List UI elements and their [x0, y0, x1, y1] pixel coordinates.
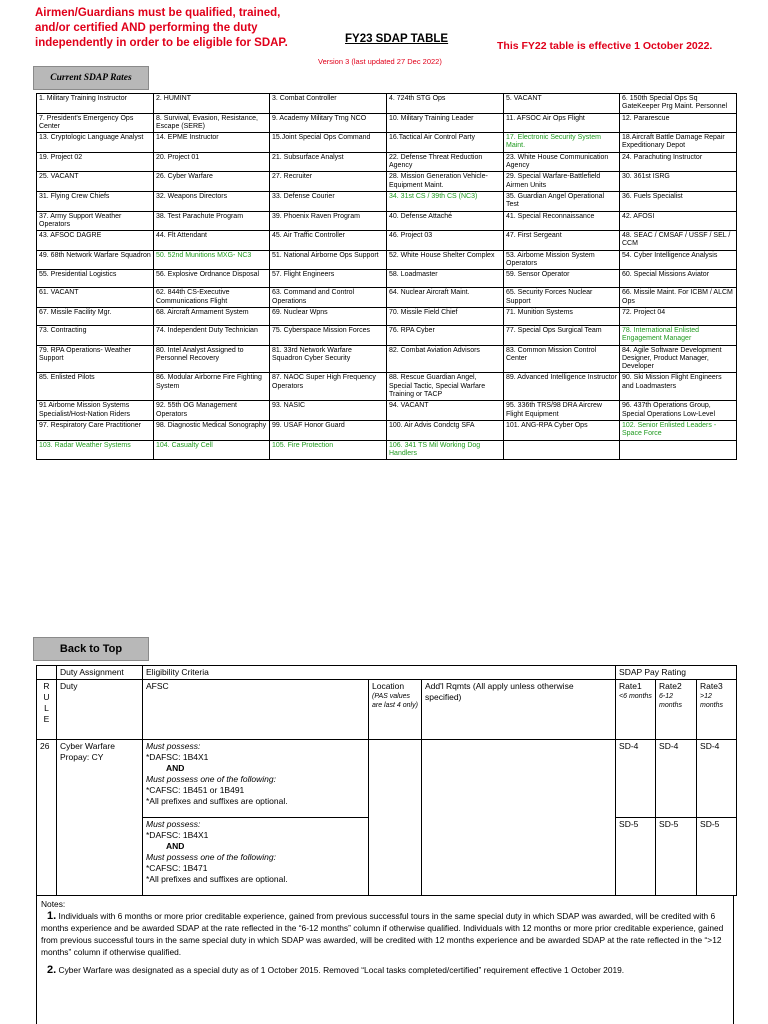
location-header — [369, 680, 422, 740]
rate3-label: Rate3 — [700, 681, 723, 691]
duty-cell: 4. 724th STG Ops — [387, 94, 504, 114]
duty-cell: 21. Subsurface Analyst — [270, 152, 387, 172]
duty-cell: 55. Presidential Logistics — [37, 270, 154, 288]
duty-cell: 22. Defense Threat Reduction Agency — [387, 152, 504, 172]
notes-section — [36, 895, 734, 1024]
duty-cell: 1. Military Training Instructor — [37, 94, 154, 114]
note-2-number: 2. — [47, 964, 57, 976]
duty-cell: 75. Cyberspace Mission Forces — [270, 325, 387, 345]
duty-cell: 93. NASIC — [270, 401, 387, 421]
rate2-value: SD-5 — [656, 818, 697, 896]
and-label: AND — [166, 841, 185, 851]
rate2-header — [656, 680, 697, 740]
note-1 — [41, 910, 729, 958]
duty-cell: 24. Parachuting Instructor — [620, 152, 737, 172]
grid-row — [37, 325, 737, 345]
duty-cell: 17. Electronic Security System Maint. — [504, 133, 620, 153]
duty-cell: 69. Nuclear Wpns — [270, 307, 387, 325]
sdap-duty-grid — [36, 93, 737, 460]
duty-cell: 98. Diagnostic Medical Sonography — [154, 420, 270, 440]
duty-cell: 39. Phoenix Raven Program — [270, 211, 387, 231]
duty-cell: 63. Command and Control Operations — [270, 288, 387, 308]
duty-cell: 84. Agile Software Development Designer, Product Manager, Developer — [620, 345, 737, 373]
duty-cell: 97. Respiratory Care Practitioner — [37, 420, 154, 440]
must-possess-label: Must possess: — [146, 819, 201, 829]
duty-cell: 50. 52nd Munitions MXG- NC3 — [154, 250, 270, 270]
rate1-sub: <6 months — [619, 693, 652, 700]
grid-row — [37, 401, 737, 421]
grid-row — [37, 288, 737, 308]
note-1-text: Individuals with 6 months or more prior creditable experience, gained from previous successful tours in the same special duty in which SDAP was awarded, will be credited with 6 months experience and be awarded SDAP at the rate reflected in the “6-12 months” column if otherwise qualified. Individuals with 12 months or more prior creditable experience, gained from previous successful tours in the same special duty in which SDAP was awarded, will be credited with 12 months experience and be awarded SDAP at the rate reflected in the “>12 months” column if otherwise qualified. — [41, 911, 724, 957]
duty-cell: 11. AFSOC Air Ops Flight — [504, 113, 620, 133]
duty-cell: 46. Project 03 — [387, 231, 504, 251]
duty-cell: 47. First Sergeant — [504, 231, 620, 251]
duty-cell: 87. NAOC Super High Frequency Operators — [270, 373, 387, 401]
duty-cell: 89. Advanced Intelligence Instructor — [504, 373, 620, 401]
duty-cell: 43. AFSOC DAGRE — [37, 231, 154, 251]
grid-row — [37, 420, 737, 440]
location-header-label: Location — [372, 681, 405, 691]
duty-cell: 27. Recruiter — [270, 172, 387, 192]
duty-cell: 82. Combat Aviation Advisors — [387, 345, 504, 373]
duty-cell: 28. Mission Generation Vehicle-Equipment Maint. — [387, 172, 504, 192]
duty-cell: 54. Cyber Intelligence Analysis — [620, 250, 737, 270]
duty-cell: 25. VACANT — [37, 172, 154, 192]
duty-cell: 94. VACANT — [387, 401, 504, 421]
duty-cell: 13. Cryptologic Language Analyst — [37, 133, 154, 153]
duty-cell: 51. National Airborne Ops Support — [270, 250, 387, 270]
duty-cell: 14. EPME Instructor — [154, 133, 270, 153]
grid-row — [37, 133, 737, 153]
duty-cell: 99. USAF Honor Guard — [270, 420, 387, 440]
criteria-block-1 — [143, 740, 369, 818]
duty-cell: 76. RPA Cyber — [387, 325, 504, 345]
duty-cell: 102. Senior Enlisted Leaders - Space Force — [620, 420, 737, 440]
page-title: FY23 SDAP TABLE — [345, 33, 449, 45]
grid-row — [37, 94, 737, 114]
duty-cell: 57. Flight Engineers — [270, 270, 387, 288]
duty-cell: 100. Air Advis Condctg SFA — [387, 420, 504, 440]
duty-cell: 106. 341 TS Mil Working Dog Handlers — [387, 440, 504, 460]
duty-name: Cyber Warfare Propay: CY — [57, 740, 143, 896]
duty-cell: 81. 33rd Network Warfare Squadron Cyber Security — [270, 345, 387, 373]
duty-cell: 59. Sensor Operator — [504, 270, 620, 288]
rule-header — [37, 680, 57, 740]
duty-cell: 103. Radar Weather Systems — [37, 440, 154, 460]
rate1-value: SD-5 — [616, 818, 656, 896]
duty-cell: 90. Ski Mission Flight Engineers and Loadmasters — [620, 373, 737, 401]
duty-cell: 88. Rescue Guardian Angel, Special Tactic, Special Warfare Training or TACP — [387, 373, 504, 401]
duty-cell: 67. Missile Facility Mgr. — [37, 307, 154, 325]
notes-label: Notes: — [41, 899, 66, 909]
rate2-value: SD-4 — [656, 740, 697, 818]
duty-cell: 35. Guardian Angel Operational Test — [504, 191, 620, 211]
duty-cell: 26. Cyber Warfare — [154, 172, 270, 192]
duty-cell: 2. HUMINT — [154, 94, 270, 114]
afsc-header: AFSC — [143, 680, 369, 740]
and-label: AND — [166, 763, 185, 773]
rate1-header — [616, 680, 656, 740]
current-sdap-rates-button[interactable]: Current SDAP Rates — [33, 66, 149, 90]
duty-cell: 3. Combat Controller — [270, 94, 387, 114]
duty-cell: 65. Security Forces Nuclear Support — [504, 288, 620, 308]
rule-letter: E — [43, 714, 50, 724]
eligibility-criteria-header: Eligibility Criteria — [143, 666, 616, 680]
rule-number: 26 — [37, 740, 57, 896]
duty-cell: 83. Common Mission Control Center — [504, 345, 620, 373]
duty-cell: 74. Independent Duty Technician — [154, 325, 270, 345]
duty-cell: 41. Special Reconnaissance — [504, 211, 620, 231]
duty-cell: 79. RPA Operations- Weather Support — [37, 345, 154, 373]
duty-cell: 60. Special Missions Aviator — [620, 270, 737, 288]
cafsc-requirement: *CAFSC: 1B451 or 1B491 — [146, 785, 245, 795]
rate1-label: Rate1 — [619, 681, 642, 691]
note-1-number: 1. — [47, 910, 57, 922]
duty-cell: 80. Intel Analyst Assigned to Personnel Recovery — [154, 345, 270, 373]
duty-cell: 95. 336th TRS/98 DRA Aircrew Flight Equipment — [504, 401, 620, 421]
duty-cell: 78. International Enlisted Engagement Manager — [620, 325, 737, 345]
rule-header-label — [40, 681, 53, 725]
rule-letter: U — [43, 692, 50, 702]
duty-cell: 49. 68th Network Warfare Squadron — [37, 250, 154, 270]
duty-cell: 101. ANG-RPA Cyber Ops — [504, 420, 620, 440]
grid-row — [37, 345, 737, 373]
duty-cell: 44. Flt Attendant — [154, 231, 270, 251]
effective-date-notice: This FY22 table is effective 1 October 2022. — [497, 40, 713, 52]
grid-row — [37, 113, 737, 133]
criteria-block-2 — [143, 818, 369, 896]
grid-row — [37, 250, 737, 270]
grid-row — [37, 440, 737, 460]
rate2-sub: 6-12 months — [659, 693, 682, 709]
duty-cell: 45. Air Traffic Controller — [270, 231, 387, 251]
duty-cell: 29. Special Warfare-Battlefield Airmen Units — [504, 172, 620, 192]
dafsc-requirement: *DAFSC: 1B4X1 — [146, 830, 209, 840]
duty-cell: 66. Missile Maint. For ICBM / ALCM Ops — [620, 288, 737, 308]
rate3-value: SD-4 — [697, 740, 737, 818]
duty-cell: 20. Project 01 — [154, 152, 270, 172]
duty-cell: 18.Aircraft Battle Damage Repair Expeditionary Depot — [620, 133, 737, 153]
duty-cell: 104. Casualty Cell — [154, 440, 270, 460]
duty-cell — [504, 440, 620, 460]
duty-cell: 7. President's Emergency Ops Center — [37, 113, 154, 133]
duty-cell: 91 Airborne Mission Systems Specialist/Host-Nation Riders — [37, 401, 154, 421]
duty-cell: 96. 437th Operations Group, Special Operations Low-Level — [620, 401, 737, 421]
grid-row — [37, 211, 737, 231]
duty-cell: 85. Enlisted Pilots — [37, 373, 154, 401]
duty-cell: 62. 844th CS-Executive Communications Flight — [154, 288, 270, 308]
duty-cell: 77. Special Ops Surgical Team — [504, 325, 620, 345]
rate1-value: SD-4 — [616, 740, 656, 818]
duty-cell: 64. Nuclear Aircraft Maint. — [387, 288, 504, 308]
grid-row — [37, 152, 737, 172]
duty-cell: 32. Weapons Directors — [154, 191, 270, 211]
grid-row — [37, 307, 737, 325]
duty-cell: 48. SEAC / CMSAF / USSF / SEL / CCM — [620, 231, 737, 251]
optional-note: *All prefixes and suffixes are optional. — [146, 874, 288, 884]
rate3-header — [697, 680, 737, 740]
grid-row — [37, 231, 737, 251]
duty-cell: 42. AFOSI — [620, 211, 737, 231]
grid-row — [37, 270, 737, 288]
rule-letter: L — [44, 703, 49, 713]
duty-cell: 105. Fire Protection — [270, 440, 387, 460]
optional-note: *All prefixes and suffixes are optional. — [146, 796, 288, 806]
duty-detail-table — [36, 665, 737, 896]
location-cell — [369, 740, 422, 896]
duty-cell: 70. Missile Field Chief — [387, 307, 504, 325]
back-to-top-button[interactable]: Back to Top — [33, 637, 149, 661]
cafsc-requirement: *CAFSC: 1B471 — [146, 863, 208, 873]
duty-cell: 12. Pararescue — [620, 113, 737, 133]
duty-cell: 19. Project 02 — [37, 152, 154, 172]
duty-cell: 31. Flying Crew Chiefs — [37, 191, 154, 211]
duty-cell: 56. Explosive Ordnance Disposal — [154, 270, 270, 288]
location-note: (PAS values are last 4 only) — [372, 693, 418, 709]
version-note: Version 3 (last updated 27 Dec 2022) — [318, 57, 442, 66]
eligibility-warning: Airmen/Guardians must be qualified, trained, and/or certified AND performing the duty independently in order to be eligible for SDAP. — [35, 7, 288, 49]
duty-cell: 73. Contracting — [37, 325, 154, 345]
duty-cell: 92. 55th OG Management Operators — [154, 401, 270, 421]
duty-cell: 37. Army Support Weather Operators — [37, 211, 154, 231]
note-2 — [41, 964, 729, 976]
rate3-sub: >12 months — [700, 693, 723, 709]
duty-cell: 36. Fuels Specialist — [620, 191, 737, 211]
one-of-label: Must possess one of the following: — [146, 852, 276, 862]
duty-cell: 53. Airborne Mission System Operators — [504, 250, 620, 270]
duty-cell: 10. Military Training Leader — [387, 113, 504, 133]
grid-row — [37, 172, 737, 192]
one-of-label: Must possess one of the following: — [146, 774, 276, 784]
duty-cell: 9. Academy Military Trng NCO — [270, 113, 387, 133]
duty-cell — [620, 440, 737, 460]
duty-cell: 58. Loadmaster — [387, 270, 504, 288]
duty-assignment-header: Duty Assignment — [57, 666, 143, 680]
duty-cell: 5. VACANT — [504, 94, 620, 114]
addl-requirements-header: Add'l Rqmts (All apply unless otherwise specified) — [422, 680, 616, 740]
must-possess-label: Must possess: — [146, 741, 201, 751]
dafsc-requirement: *DAFSC: 1B4X1 — [146, 752, 209, 762]
grid-row — [37, 373, 737, 401]
rule-letter: R — [43, 681, 50, 691]
addl-requirements-cell — [422, 740, 616, 896]
duty-cell: 71. Munition Systems — [504, 307, 620, 325]
pay-rating-header: SDAP Pay Rating — [616, 666, 737, 680]
duty-cell: 86. Modular Airborne Fire Fighting System — [154, 373, 270, 401]
duty-header: Duty — [57, 680, 143, 740]
duty-cell: 33. Defense Courier — [270, 191, 387, 211]
duty-cell: 16.Tactical Air Control Party — [387, 133, 504, 153]
duty-cell: 6. 150th Special Ops Sq GateKeeper Prg Maint. Personnel — [620, 94, 737, 114]
duty-cell: 52. White House Shelter Complex — [387, 250, 504, 270]
duty-cell: 61. VACANT — [37, 288, 154, 308]
duty-cell: 23. White House Communication Agency — [504, 152, 620, 172]
duty-cell: 38. Test Parachute Program — [154, 211, 270, 231]
rate2-label: Rate2 — [659, 681, 682, 691]
duty-cell: 8. Survival, Evasion, Resistance, Escape (SERE) — [154, 113, 270, 133]
rate3-value: SD-5 — [697, 818, 737, 896]
duty-cell: 40. Defense Attaché — [387, 211, 504, 231]
duty-cell: 15.Joint Special Ops Command — [270, 133, 387, 153]
duty-cell: 68. Aircraft Armament System — [154, 307, 270, 325]
note-2-text: Cyber Warfare was designated as a special duty as of 1 October 2015. Removed “Local tasks completed/certified” requirement effective 1 October 2019. — [58, 965, 625, 975]
duty-cell: 34. 31st CS / 39th CS (NC3) — [387, 191, 504, 211]
grid-row — [37, 191, 737, 211]
duty-cell: 72. Project 04 — [620, 307, 737, 325]
duty-cell: 30. 361st ISRG — [620, 172, 737, 192]
